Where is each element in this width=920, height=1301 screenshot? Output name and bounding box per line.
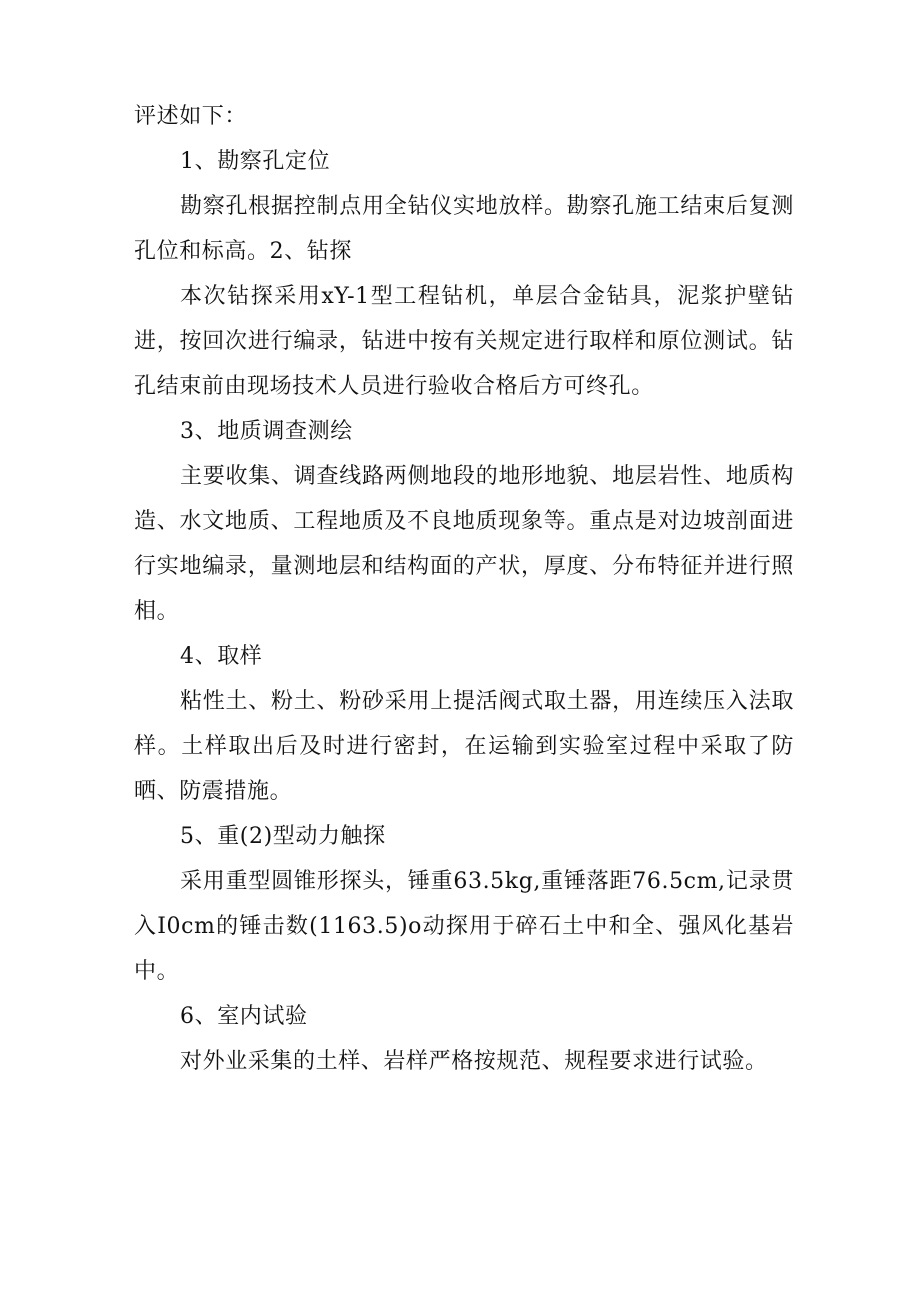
section-paragraph-4: 粘性土、粉土、粉砂采用上提活阀式取土器，用连续压入法取样。土样取出后及时进行密封，在运输到实验室过程中采取了防晒、防震措施。: [134, 689, 794, 804]
intro-text: 评述如下：: [134, 104, 248, 129]
section-heading-1: 1、勘察孔定位: [180, 149, 331, 174]
section-paragraph-5: 采用重型圆锥形探头，锤重63.5kg,重锤落距76.5cm,记录贯入I0cm的锤击数(1163.5)o动探用于碎石土中和全、强风化基岩中。: [134, 869, 794, 984]
section-heading-3: 3、地质调查测绘: [180, 419, 353, 444]
document-body: [134, 94, 794, 1084]
section-paragraph-6: 对外业采集的土样、岩样严格按规范、规程要求进行试验。: [180, 1049, 768, 1074]
section-heading-5: 5、重(2)型动力触探: [180, 824, 386, 849]
section-heading-6: 6、室内试验: [180, 1004, 308, 1029]
section-paragraph-1: 勘察孔根据控制点用全钻仪实地放样。勘察孔施工结束后复测孔位和标高。2、钻探: [134, 194, 794, 264]
section-paragraph-2: 本次钻探采用xY-1型工程钻机，单层合金钻具，泥浆护壁钻进，按回次进行编录，钻进中按有关规定进行取样和原位测试。钻孔结束前由现场技术人员进行验收合格后方可终孔。: [134, 284, 794, 399]
section-paragraph-3: 主要收集、调查线路两侧地段的地形地貌、地层岩性、地质构造、水文地质、工程地质及不良地质现象等。重点是对边坡剖面进行实地编录，量测地层和结构面的产状，厚度、分布特征并进行照相。: [134, 464, 794, 624]
section-heading-4: 4、取样: [180, 644, 263, 669]
